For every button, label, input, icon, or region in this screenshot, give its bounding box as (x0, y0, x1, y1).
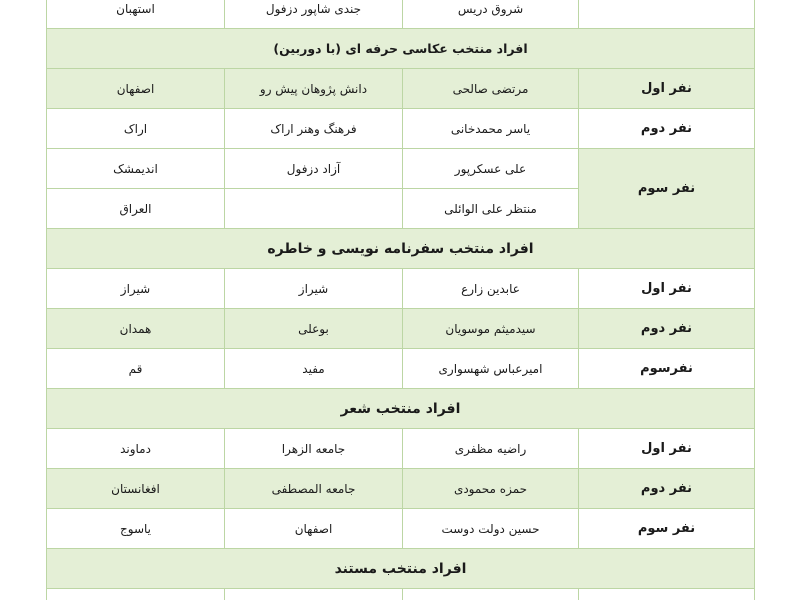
section-title: افراد منتخب شعر (47, 389, 755, 429)
rank-cell: نفر سوم (579, 149, 755, 229)
table-row (47, 109, 755, 149)
city-cell: اصفهان (47, 69, 225, 109)
table-row (47, 69, 755, 109)
winners-table (46, 0, 755, 600)
city-cell: همدان (47, 309, 225, 349)
team-cell: شیراز (225, 269, 403, 309)
section-header (47, 389, 755, 429)
table-row (47, 349, 755, 389)
team-cell (225, 589, 403, 600)
section-header (47, 29, 755, 69)
city-cell: العراق (47, 189, 225, 229)
table-row (47, 589, 755, 600)
team-cell: اصفهان (225, 509, 403, 549)
team-cell: بوعلی (225, 309, 403, 349)
city-cell: شیراز (47, 269, 225, 309)
section-title: افراد منتخب مستند (47, 549, 755, 589)
table-row (47, 149, 755, 189)
name-cell: حسین دولت دوست (403, 509, 579, 549)
name-cell: راضیه مظفری (403, 429, 579, 469)
section-header (47, 229, 755, 269)
city-cell (47, 589, 225, 600)
name-cell: عابدین زارع (403, 269, 579, 309)
rank-cell: نفر دوم (579, 469, 755, 509)
name-cell: مرتضی صالحی (403, 69, 579, 109)
section-title: افراد منتخب عکاسی حرفه ای (با دوربین) (47, 29, 755, 69)
name-cell: امیرعباس شهسواری (403, 349, 579, 389)
team-cell: جندی شاپور دزفول (225, 0, 403, 29)
team-cell: آزاد دزفول (225, 149, 403, 189)
team-cell: فرهنگ وهنر اراک (225, 109, 403, 149)
city-cell: قم (47, 349, 225, 389)
section-title: افراد منتخب سفرنامه نویسی و خاطره (47, 229, 755, 269)
city-cell: افغانستان (47, 469, 225, 509)
team-cell: جامعه الزهرا (225, 429, 403, 469)
name-cell: علی عسکرپور (403, 149, 579, 189)
city-cell: استهبان (47, 0, 225, 29)
table-row (47, 429, 755, 469)
rank-cell: نفر اول (579, 429, 755, 469)
name-cell: منتظر علی الوائلی (403, 189, 579, 229)
rank-cell: نفرسوم (579, 349, 755, 389)
name-cell (403, 589, 579, 600)
name-cell: سیدمیثم موسویان (403, 309, 579, 349)
city-cell: یاسوج (47, 509, 225, 549)
rank-cell: نفر دوم (579, 309, 755, 349)
table-row (47, 0, 755, 29)
name-cell: یاسر محمدخانی (403, 109, 579, 149)
team-cell: مفید (225, 349, 403, 389)
rank-cell (579, 589, 755, 600)
city-cell: اراک (47, 109, 225, 149)
name-cell: شروق دریس (403, 0, 579, 29)
rank-cell: نفر دوم (579, 109, 755, 149)
table-row (47, 309, 755, 349)
table-row (47, 469, 755, 509)
city-cell: اندیمشک (47, 149, 225, 189)
team-cell (225, 189, 403, 229)
name-cell: حمزه محمودی (403, 469, 579, 509)
rank-cell: نفر اول (579, 69, 755, 109)
table-row (47, 269, 755, 309)
table-row (47, 509, 755, 549)
city-cell: دماوند (47, 429, 225, 469)
team-cell: دانش پژوهان پیش رو (225, 69, 403, 109)
rank-cell: نفر سوم (579, 509, 755, 549)
rank-cell: نفر اول (579, 269, 755, 309)
team-cell: جامعه المصطفی (225, 469, 403, 509)
rank-cell (579, 0, 755, 29)
section-header (47, 549, 755, 589)
